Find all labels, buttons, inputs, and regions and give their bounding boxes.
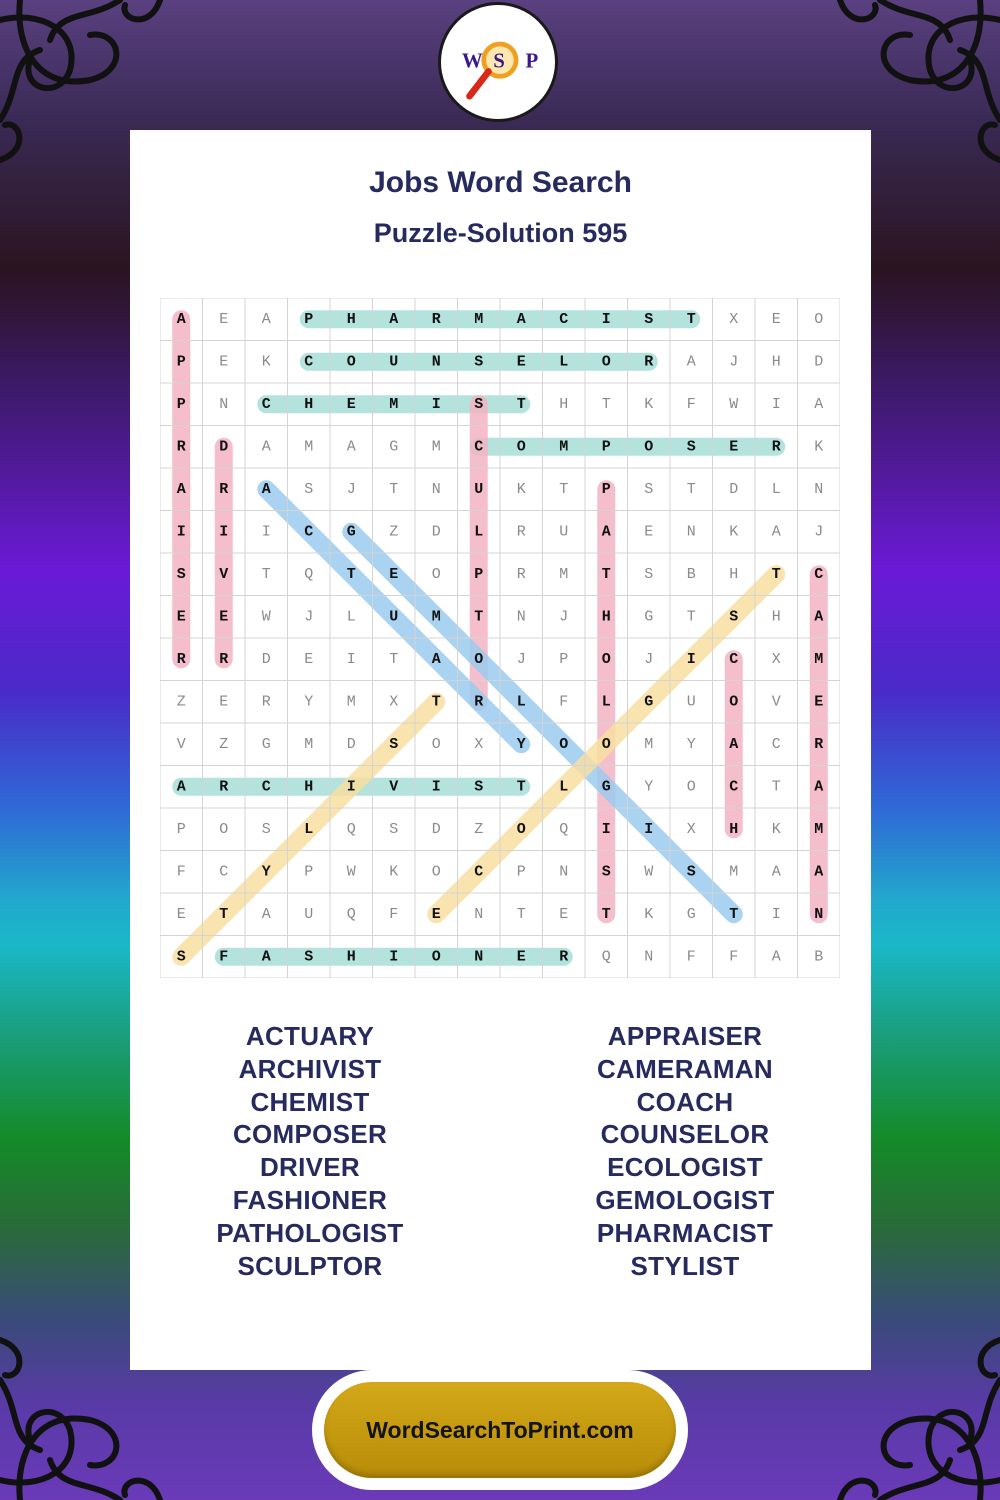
grid-cell-letter: T: [771, 778, 781, 796]
grid-cell-letter: N: [559, 863, 569, 881]
footer-link[interactable]: WordSearchToPrint.com: [324, 1382, 676, 1478]
grid-cell-letter: D: [431, 523, 441, 541]
grid-cell-letter: A: [814, 395, 824, 413]
logo-letter-w: W: [461, 48, 483, 73]
grid-cell-letter: S: [644, 565, 654, 583]
grid-cell-letter: C: [474, 863, 484, 881]
grid-cell-letter: N: [219, 395, 229, 413]
grid-cell-letter: J: [346, 480, 356, 498]
grid-cell-letter: E: [516, 353, 526, 371]
grid-cell-letter: L: [516, 693, 526, 711]
grid-cell-letter: S: [686, 863, 696, 881]
grid-cell-letter: A: [771, 948, 781, 966]
grid-cell-letter: A: [346, 438, 356, 456]
grid-cell-letter: S: [474, 395, 484, 413]
grid-cell-letter: J: [814, 523, 824, 541]
grid-cell-letter: R: [559, 948, 569, 966]
grid-cell-letter: X: [686, 820, 696, 838]
grid-cell-letter: P: [176, 395, 186, 413]
grid-cell-letter: T: [686, 310, 696, 328]
grid-cell-letter: M: [814, 650, 824, 668]
grid-cell-letter: T: [474, 608, 484, 626]
grid-cell-letter: I: [219, 523, 229, 541]
grid-cell-letter: H: [304, 395, 314, 413]
grid-cell-letter: T: [516, 395, 526, 413]
grid-cell-letter: S: [729, 608, 739, 626]
grid-cell-letter: C: [729, 778, 739, 796]
grid-cell-letter: K: [729, 523, 739, 541]
grid-cell-letter: S: [304, 480, 314, 498]
grid-cell-letter: K: [644, 395, 654, 413]
grid-cell-letter: H: [771, 608, 781, 626]
grid-cell-letter: S: [644, 480, 654, 498]
grid-cell-letter: I: [601, 310, 611, 328]
grid-cell-letter: F: [559, 693, 569, 711]
grid-cell-letter: Y: [261, 863, 271, 881]
grid-cell-letter: E: [771, 310, 781, 328]
grid-cell-letter: T: [729, 905, 739, 923]
grid-cell-letter: M: [474, 310, 484, 328]
grid-cell-letter: Y: [516, 735, 526, 753]
grid-cell-letter: X: [474, 735, 484, 753]
grid-cell-letter: E: [219, 353, 229, 371]
grid-cell-letter: H: [729, 820, 739, 838]
grid-cell-letter: A: [771, 523, 781, 541]
grid-cell-letter: L: [474, 523, 484, 541]
grid-cell-letter: N: [431, 353, 441, 371]
grid-cell-letter: E: [516, 948, 526, 966]
grid-cell-letter: F: [219, 948, 229, 966]
grid-cell-letter: R: [814, 735, 824, 753]
grid-cell-letter: Q: [346, 905, 356, 923]
grid-cell-letter: P: [559, 650, 569, 668]
grid-cell-letter: C: [219, 863, 229, 881]
word-list-item: FASHIONER: [232, 1184, 388, 1215]
grid-cell-letter: S: [644, 310, 654, 328]
grid-cell-letter: T: [389, 650, 399, 668]
grid-cell-letter: N: [686, 523, 696, 541]
grid-cell-letter: E: [814, 693, 824, 711]
grid-cell-letter: O: [516, 820, 526, 838]
grid-cell-letter: R: [771, 438, 781, 456]
grid-cell-letter: C: [771, 735, 781, 753]
grid-cell-letter: I: [601, 820, 611, 838]
grid-cell-letter: C: [304, 353, 314, 371]
grid-cell-letter: J: [516, 650, 526, 668]
grid-cell-letter: G: [644, 608, 654, 626]
grid-cell-letter: S: [304, 948, 314, 966]
grid-cell-letter: O: [219, 820, 229, 838]
grid-cell-letter: O: [686, 778, 696, 796]
grid-cell-letter: C: [559, 310, 569, 328]
grid-cell-letter: G: [644, 693, 654, 711]
grid-cell-letter: T: [601, 905, 611, 923]
grid-cell-letter: P: [176, 353, 186, 371]
grid-cell-letter: Q: [304, 565, 314, 583]
grid-cell-letter: I: [176, 523, 186, 541]
grid-cell-letter: A: [516, 310, 526, 328]
word-list-right: [505, 1020, 865, 1282]
grid-cell-letter: O: [431, 735, 441, 753]
grid-cell-letter: E: [219, 608, 229, 626]
grid-cell-letter: O: [346, 353, 356, 371]
grid-cell-letter: V: [389, 778, 399, 796]
grid-cell-letter: E: [644, 523, 654, 541]
grid-cell-letter: O: [601, 735, 611, 753]
grid-cell-letter: P: [601, 480, 611, 498]
grid-cell-letter: A: [261, 948, 271, 966]
grid-cell-letter: W: [346, 863, 356, 881]
grid-cell-letter: D: [431, 820, 441, 838]
grid-cell-letter: I: [771, 905, 781, 923]
grid-cell-letter: N: [516, 608, 526, 626]
grid-cell-letter: A: [431, 650, 441, 668]
grid-cell-letter: Z: [474, 820, 484, 838]
grid-cell-letter: S: [176, 948, 186, 966]
grid-cell-letter: T: [601, 565, 611, 583]
grid-cell-letter: J: [559, 608, 569, 626]
grid-cell-letter: K: [389, 863, 399, 881]
grid-cell-letter: E: [431, 905, 441, 923]
grid-cell-letter: S: [474, 778, 484, 796]
word-list-item: DRIVER: [259, 1152, 361, 1183]
grid-cell-letter: T: [261, 565, 271, 583]
grid-cell-letter: E: [219, 693, 229, 711]
grid-cell-letter: C: [729, 650, 739, 668]
grid-cell-letter: P: [601, 438, 611, 456]
grid-cell-letter: C: [814, 565, 824, 583]
grid-cell-letter: R: [644, 353, 654, 371]
grid-cell-letter: S: [389, 820, 399, 838]
grid-cell-letter: R: [516, 523, 526, 541]
grid-cell-letter: K: [814, 438, 824, 456]
grid-cell-letter: C: [304, 523, 314, 541]
grid-cell-letter: U: [474, 480, 484, 498]
grid-cell-letter: O: [431, 863, 441, 881]
grid-cell-letter: V: [176, 735, 186, 753]
logo-letter-s: S: [493, 48, 505, 73]
grid-cell-letter: N: [644, 948, 654, 966]
grid-cell-letter: U: [389, 608, 399, 626]
word-list-left: [130, 1020, 490, 1282]
grid-cell-letter: R: [516, 565, 526, 583]
word-list-item: ECOLOGIST: [607, 1152, 763, 1183]
grid-cell-letter: M: [559, 438, 569, 456]
word-list-item: PHARMACIST: [596, 1217, 774, 1248]
grid-cell-letter: A: [729, 735, 739, 753]
grid-cell-letter: S: [261, 820, 271, 838]
grid-cell-letter: R: [219, 650, 229, 668]
grid-cell-letter: F: [176, 863, 186, 881]
grid-cell-letter: K: [516, 480, 526, 498]
grid-cell-letter: N: [474, 948, 484, 966]
grid-cell-letter: Z: [219, 735, 229, 753]
grid-cell-letter: A: [814, 608, 824, 626]
footer-badge[interactable]: [312, 1370, 688, 1490]
grid-cell-letter: H: [601, 608, 611, 626]
grid-cell-letter: A: [814, 778, 824, 796]
grid-cell-letter: E: [219, 310, 229, 328]
grid-cell-letter: R: [176, 438, 186, 456]
grid-cell-letter: U: [686, 693, 696, 711]
grid-cell-letter: T: [771, 565, 781, 583]
word-list-item: ARCHIVIST: [238, 1053, 382, 1084]
grid-cell-letter: E: [176, 905, 186, 923]
grid-cell-letter: A: [686, 353, 696, 371]
grid-cell-letter: K: [644, 905, 654, 923]
grid-cell-letter: B: [814, 948, 824, 966]
grid-cell-letter: M: [559, 565, 569, 583]
grid-cell-letter: D: [261, 650, 271, 668]
grid-cell-letter: F: [686, 948, 696, 966]
grid-cell-letter: S: [474, 353, 484, 371]
grid-cell-letter: M: [814, 820, 824, 838]
grid-cell-letter: I: [644, 820, 654, 838]
grid-cell-letter: T: [346, 565, 356, 583]
grid-cell-letter: W: [644, 863, 654, 881]
puzzle-card: [130, 130, 871, 1370]
grid-cell-letter: Q: [559, 820, 569, 838]
grid-cell-letter: A: [261, 480, 271, 498]
grid-cell-letter: I: [686, 650, 696, 668]
grid-cell-letter: O: [559, 735, 569, 753]
grid-cell-letter: U: [389, 353, 399, 371]
logo-letter-p: P: [525, 48, 539, 73]
grid-cell-letter: O: [729, 693, 739, 711]
grid-cell-letter: J: [304, 608, 314, 626]
word-list-item: COMPOSER: [232, 1119, 388, 1150]
grid-cell-letter: C: [474, 438, 484, 456]
grid-cell-letter: S: [389, 735, 399, 753]
grid-cell-letter: L: [771, 480, 781, 498]
grid-cell-letter: G: [261, 735, 271, 753]
grid-cell-letter: M: [431, 438, 441, 456]
grid-cell-letter: T: [431, 693, 441, 711]
word-list-item: GEMOLOGIST: [595, 1184, 775, 1215]
grid-cell-letter: G: [346, 523, 356, 541]
grid-cell-letter: R: [261, 693, 271, 711]
grid-cell-letter: B: [686, 565, 696, 583]
grid-cell-letter: M: [304, 735, 314, 753]
grid-cell-letter: U: [304, 905, 314, 923]
grid-cell-letter: I: [261, 523, 271, 541]
grid-cell-letter: D: [814, 353, 824, 371]
grid-cell-letter: I: [771, 395, 781, 413]
grid-cell-letter: L: [346, 608, 356, 626]
grid-cell-letter: A: [176, 778, 186, 796]
grid-cell-letter: M: [431, 608, 441, 626]
grid-cell-letter: P: [304, 310, 314, 328]
grid-cell-letter: H: [346, 310, 356, 328]
grid-cell-letter: X: [729, 310, 739, 328]
grid-cell-letter: G: [601, 778, 611, 796]
grid-cell-letter: T: [686, 480, 696, 498]
grid-cell-letter: X: [771, 650, 781, 668]
grid-cell-letter: M: [304, 438, 314, 456]
grid-cell-letter: R: [219, 778, 229, 796]
word-grid-svg: [160, 298, 840, 978]
grid-cell-letter: N: [431, 480, 441, 498]
word-list-item: STYLIST: [630, 1250, 740, 1281]
grid-cell-letter: F: [686, 395, 696, 413]
grid-cell-letter: W: [261, 608, 271, 626]
grid-cell-letter: T: [389, 480, 399, 498]
grid-cell-letter: M: [389, 395, 399, 413]
grid-cell-letter: P: [304, 863, 314, 881]
grid-cell-letter: P: [176, 820, 186, 838]
grid-cell-letter: T: [601, 395, 611, 413]
grid-cell-letter: T: [686, 608, 696, 626]
grid-cell-letter: R: [474, 693, 484, 711]
site-logo[interactable]: [438, 2, 558, 122]
grid-cell-letter: E: [176, 608, 186, 626]
grid-cell-letter: Q: [346, 820, 356, 838]
grid-cell-letter: N: [474, 905, 484, 923]
grid-cell-letter: T: [219, 905, 229, 923]
word-list-item: CHEMIST: [250, 1086, 370, 1117]
grid-cell-letter: H: [304, 778, 314, 796]
grid-cell-letter: W: [729, 395, 739, 413]
grid-cell-letter: Y: [644, 778, 654, 796]
grid-cell-letter: O: [431, 565, 441, 583]
word-list-item: PATHOLOGIST: [216, 1217, 404, 1248]
grid-cell-letter: N: [814, 905, 824, 923]
grid-cell-letter: O: [431, 948, 441, 966]
word-list-item: COACH: [636, 1086, 734, 1117]
grid-cell-letter: T: [516, 778, 526, 796]
grid-cell-letter: C: [261, 778, 271, 796]
grid-cell-letter: H: [729, 565, 739, 583]
grid-cell-letter: A: [771, 863, 781, 881]
grid-cell-letter: I: [431, 778, 441, 796]
grid-cell-letter: E: [389, 565, 399, 583]
grid-cell-letter: J: [729, 353, 739, 371]
word-list-item: ACTUARY: [245, 1021, 375, 1051]
grid-cell-letter: I: [389, 948, 399, 966]
word-list-item: APPRAISER: [607, 1021, 763, 1051]
grid-cell-letter: S: [686, 438, 696, 456]
puzzle-title: Jobs Word Search: [369, 166, 632, 199]
grid-cell-letter: Q: [601, 948, 611, 966]
grid-cell-letter: L: [304, 820, 314, 838]
word-grid: [160, 298, 840, 978]
grid-cell-letter: A: [814, 863, 824, 881]
grid-cell-letter: L: [559, 353, 569, 371]
grid-cell-letter: O: [644, 438, 654, 456]
grid-cell-letter: V: [771, 693, 781, 711]
grid-cell-letter: A: [261, 438, 271, 456]
grid-cell-letter: F: [729, 948, 739, 966]
word-list-item: COUNSELOR: [600, 1119, 770, 1150]
grid-cell-letter: S: [601, 863, 611, 881]
grid-cell-letter: L: [601, 693, 611, 711]
grid-cell-letter: A: [261, 905, 271, 923]
grid-cell-letter: Z: [389, 523, 399, 541]
grid-cell-letter: E: [559, 905, 569, 923]
grid-cell-letter: E: [304, 650, 314, 668]
grid-cell-letter: R: [176, 650, 186, 668]
word-list-item: SCULPTOR: [237, 1250, 383, 1281]
grid-cell-letter: I: [346, 650, 356, 668]
grid-cell-letter: R: [219, 480, 229, 498]
grid-cell-letter: O: [516, 438, 526, 456]
grid-cell-letter: P: [474, 565, 484, 583]
grid-cell-letter: O: [474, 650, 484, 668]
grid-cell-letter: K: [261, 353, 271, 371]
grid-cell-letter: L: [559, 778, 569, 796]
grid-cell-letter: O: [601, 353, 611, 371]
grid-cell-letter: Y: [686, 735, 696, 753]
grid-cell-letter: D: [346, 735, 356, 753]
grid-cell-letter: I: [346, 778, 356, 796]
grid-cell-letter: G: [686, 905, 696, 923]
grid-cell-letter: V: [219, 565, 229, 583]
grid-cell-letter: A: [176, 480, 186, 498]
word-list-item: CAMERAMAN: [596, 1053, 774, 1084]
grid-cell-letter: T: [559, 480, 569, 498]
grid-cell-letter: O: [601, 650, 611, 668]
grid-cell-letter: D: [729, 480, 739, 498]
grid-cell-letter: C: [261, 395, 271, 413]
grid-cell-letter: P: [516, 863, 526, 881]
grid-cell-letter: J: [644, 650, 654, 668]
grid-cell-letter: X: [389, 693, 399, 711]
grid-cell-letter: A: [176, 310, 186, 328]
grid-cell-letter: R: [431, 310, 441, 328]
grid-cell-letter: T: [516, 905, 526, 923]
grid-cell-letter: H: [771, 353, 781, 371]
grid-cell-letter: E: [729, 438, 739, 456]
grid-cell-letter: M: [346, 693, 356, 711]
grid-cell-letter: S: [176, 565, 186, 583]
grid-cell-letter: A: [261, 310, 271, 328]
grid-cell-letter: Z: [176, 693, 186, 711]
grid-cell-letter: A: [601, 523, 611, 541]
grid-cell-letter: G: [389, 438, 399, 456]
grid-cell-letter: F: [389, 905, 399, 923]
grid-cell-letter: I: [431, 395, 441, 413]
puzzle-subtitle: Puzzle-Solution 595: [373, 218, 628, 248]
grid-cell-letter: K: [771, 820, 781, 838]
grid-cell-letter: Y: [304, 693, 314, 711]
grid-cell-letter: N: [814, 480, 824, 498]
grid-cell-letter: A: [389, 310, 399, 328]
grid-cell-letter: D: [219, 438, 229, 456]
grid-cell-letter: U: [559, 523, 569, 541]
grid-cell-letter: M: [729, 863, 739, 881]
grid-cell-letter: E: [346, 395, 356, 413]
grid-cell-letter: H: [559, 395, 569, 413]
grid-cell-letter: H: [346, 948, 356, 966]
grid-cell-letter: M: [644, 735, 654, 753]
grid-cell-letter: O: [814, 310, 824, 328]
